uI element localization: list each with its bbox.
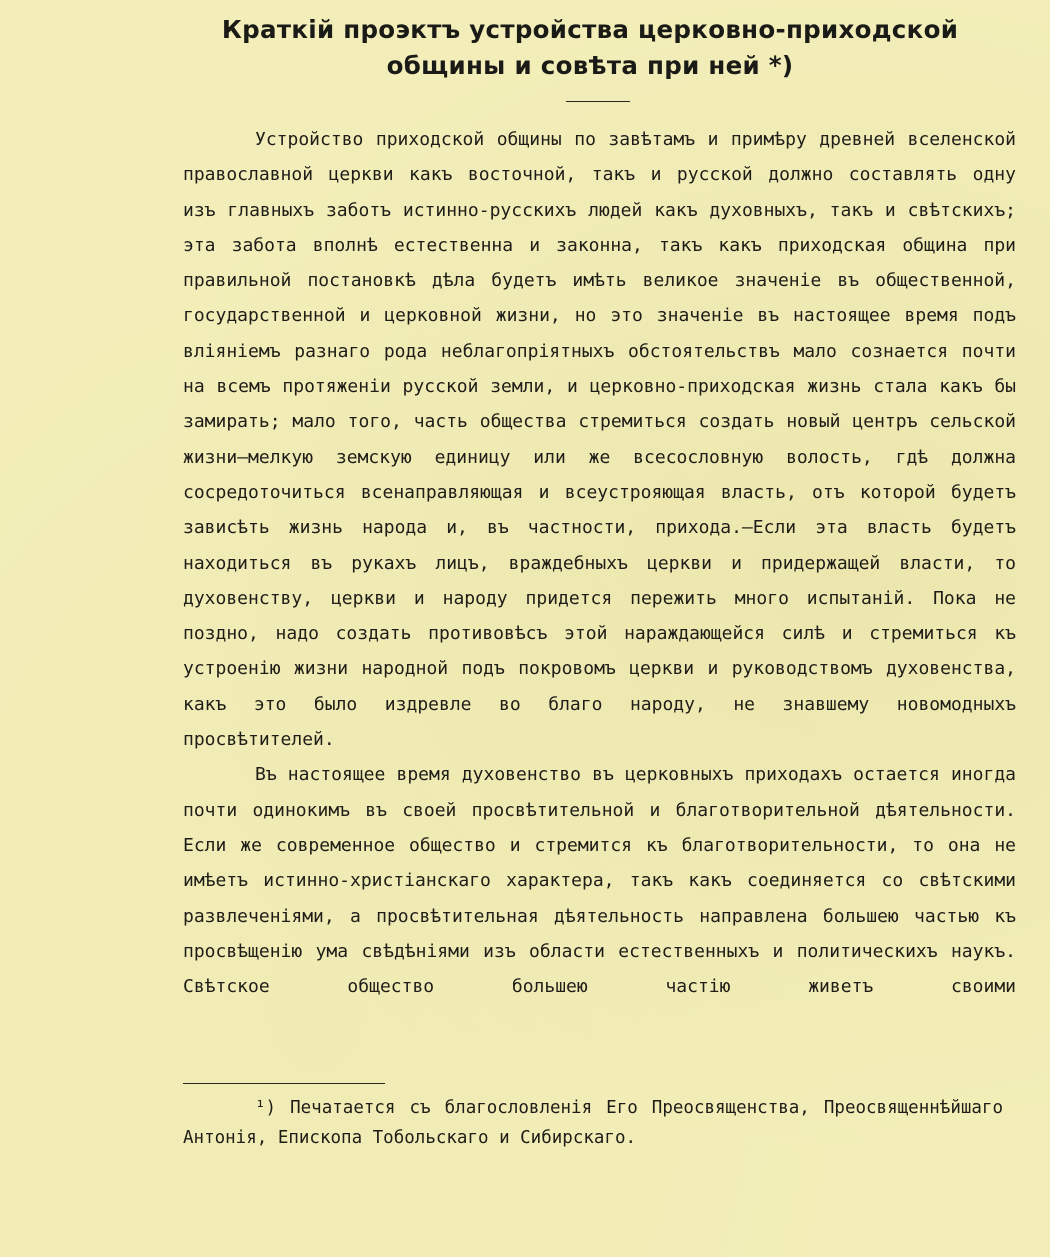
paragraph-2: Въ настоящее время духовенство въ церковныхъ приходахъ остается иногда почти одинокимъ въ своей просвѣтительной и благотворительной дѣятельности. Если же современное общество и стремится къ благотворительности, то она не имѣетъ истинно-христіанскаго характера, такъ какъ соединяется со свѣтскими развлеченіями, а просвѣтительная дѣятельность направлена большею частью къ просвѣщенію ума свѣдѣніями изъ области естественныхъ и политическихъ наукъ. Свѣтское общество большею частію живетъ своими: [183, 764, 1016, 998]
body-text: [183, 122, 1016, 1004]
footnote: ¹) Печатается съ благословленія Его Преосвященства, Преосвященнѣйшаго Антонія, Епископа Тобольскаго и Сибирскаго.: [183, 1098, 1003, 1148]
document-title: Краткій проэктъ устройства церковно-приходской общины и совѣта при ней *): [221, 15, 959, 80]
title-divider: [566, 101, 630, 102]
footnote-divider: [183, 1083, 385, 1084]
paragraph-1: Устройство приходской общины по завѣтамъ и примѣру древней вселенской православной церкви какъ восточной, такъ и русской должно составлять одну изъ главныхъ заботъ истинно-русскихъ людей какъ духовныхъ, такъ и свѣтскихъ; эта забота вполнѣ естественна и законна, такъ какъ приходская община при правильной постановкѣ дѣла будетъ имѣть великое значеніе въ общественной, государственной и церковной жизни, но это значеніе въ настоящее время подъ вліяніемъ разнаго рода неблагопріятныхъ обстоятельствъ мало сознается почти на всемъ протяженіи русской земли, и церковно-приходская жизнь стала какъ бы замирать; мало того, часть общества стремиться создать новый центръ сельской жизни—мелкую земскую единицу или же всесословную волость, гдѣ должна сосредоточиться всенаправляющая и всеустрояющая власть, отъ которой будетъ зависѣть жизнь народа и, въ частности, прихода.—Если эта власть будетъ находиться въ рукахъ лицъ, враждебныхъ церкви и придержащей власти, то духовенству, церкви и народу придется пережить много испытаній. Пока не поздно, надо создать противовѣсъ этой нараждающейся силѣ и стремиться къ устроенію жизни народной подъ покровомъ церкви и руководствомъ духовенства, какъ это было издревле во благо народу, не знавшему новомодныхъ просвѣтителей.: [183, 129, 1016, 751]
